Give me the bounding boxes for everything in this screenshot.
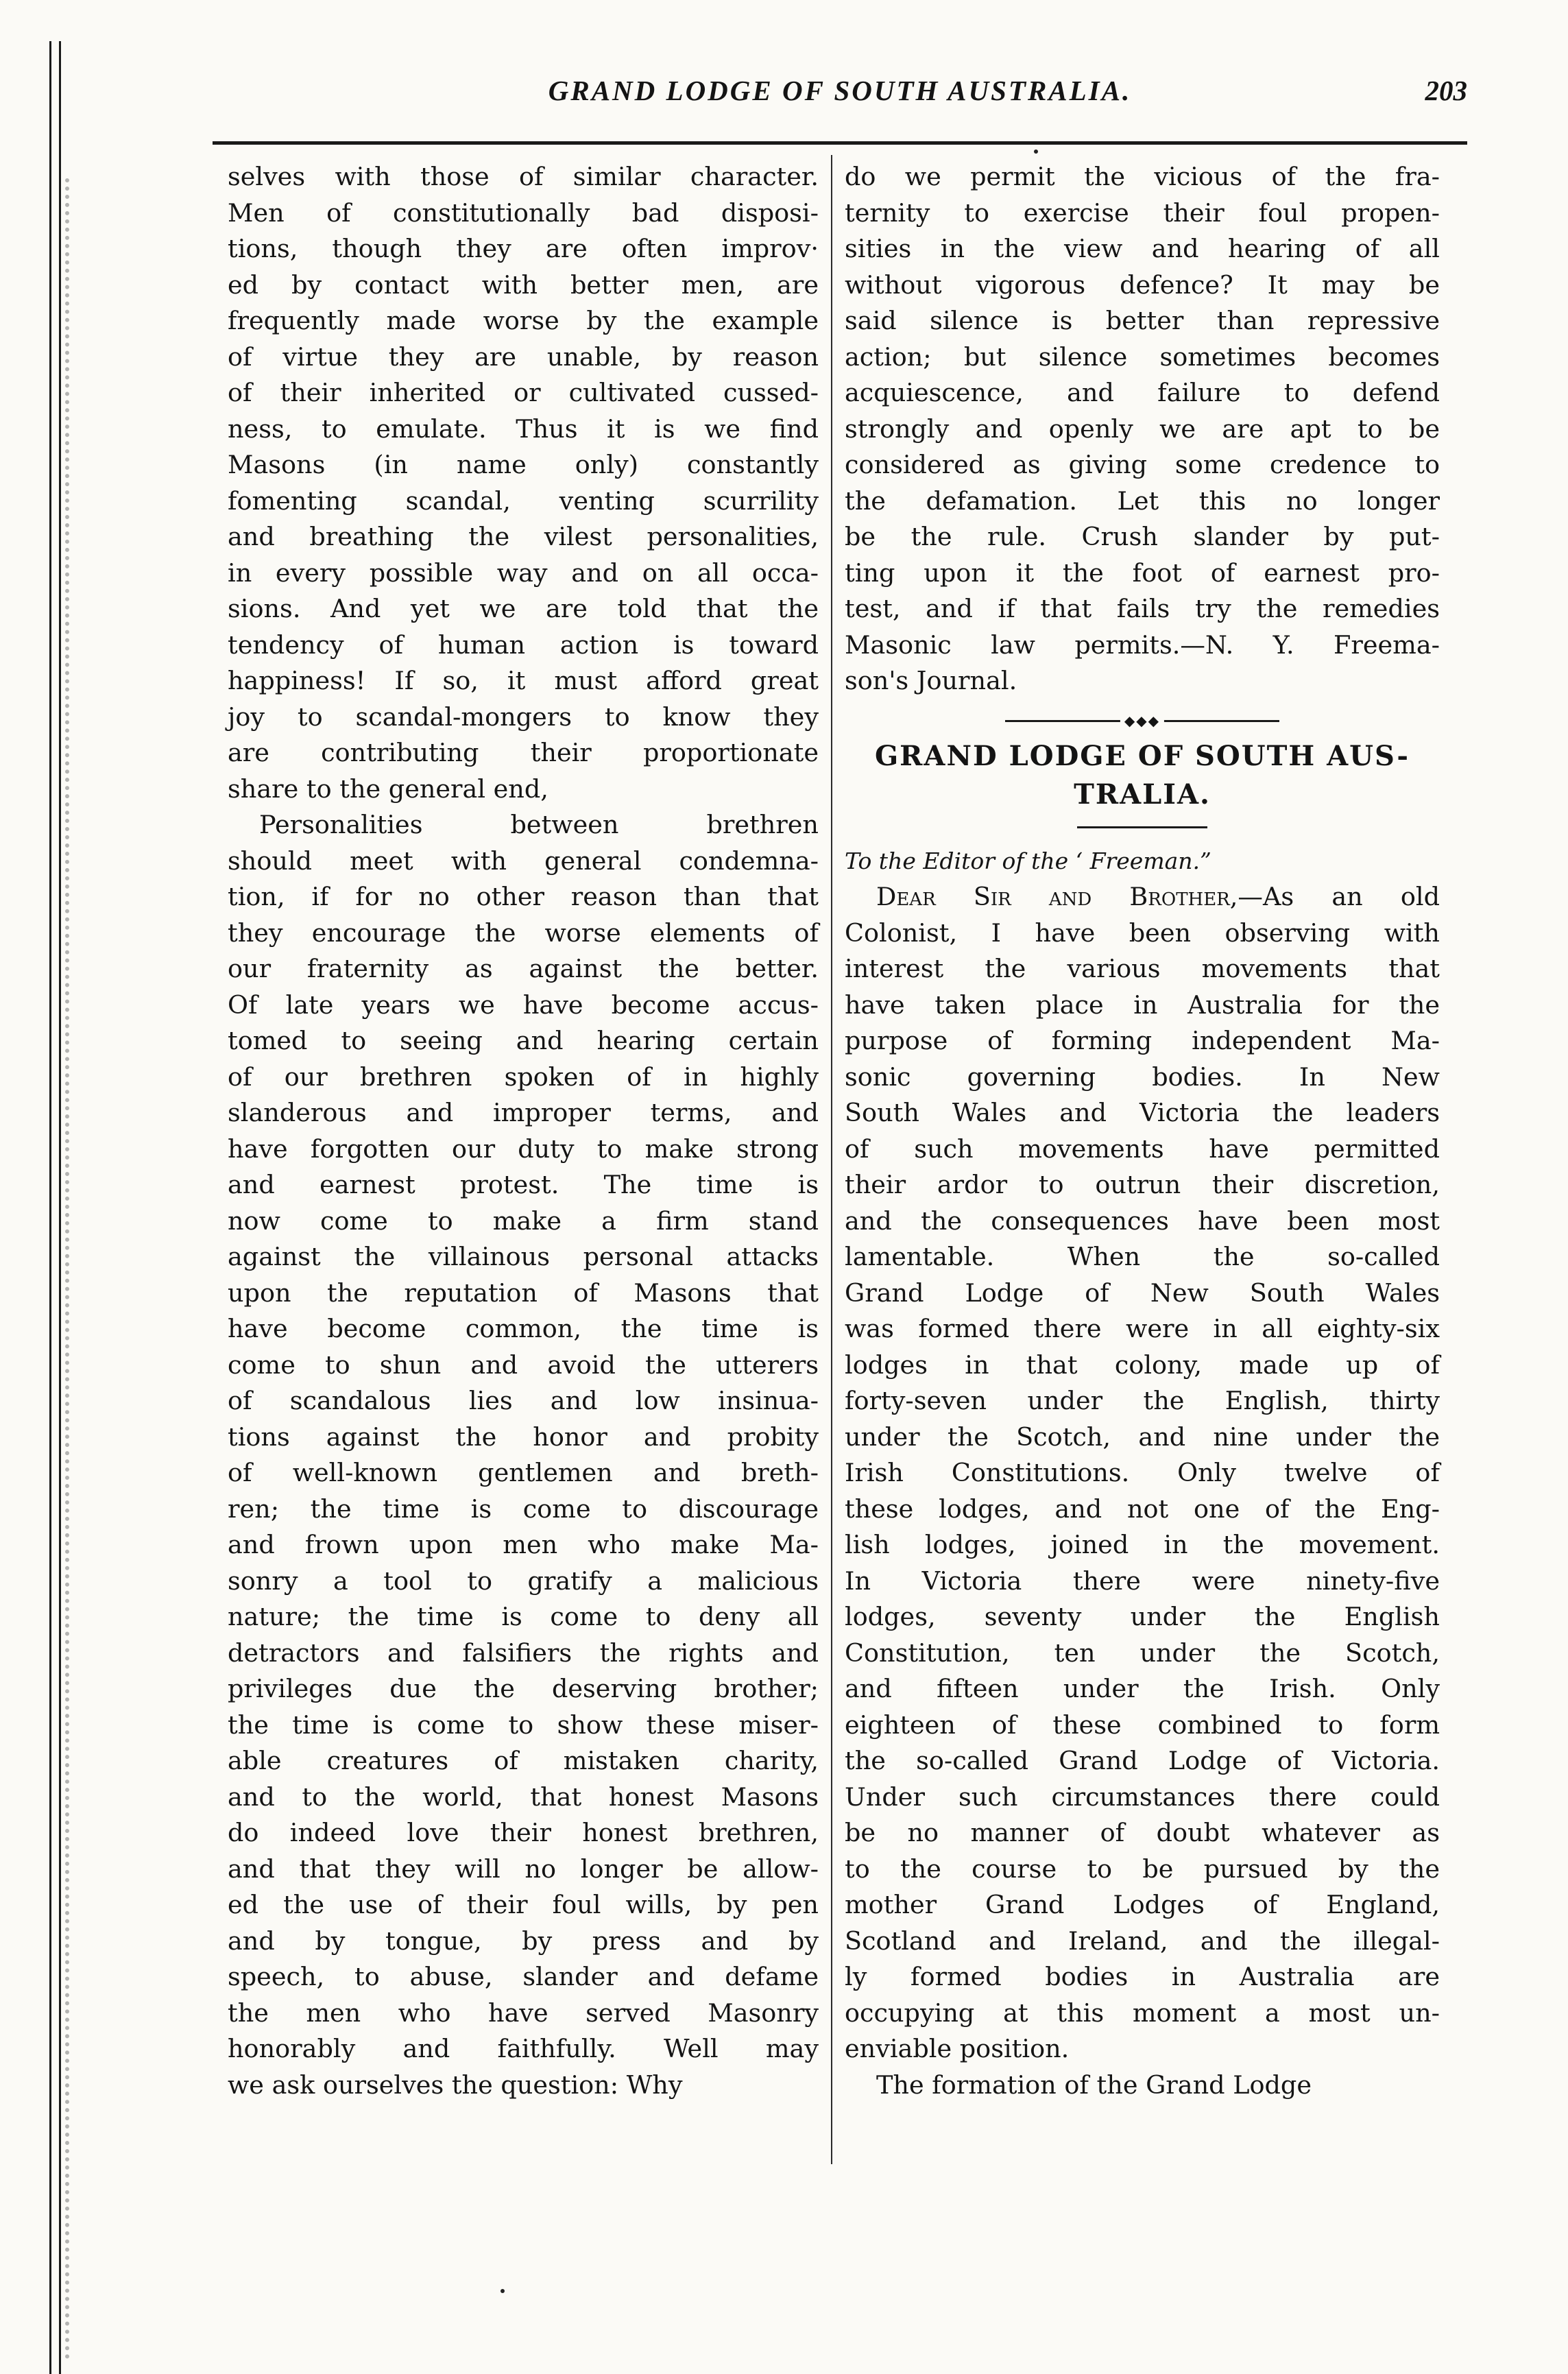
text-line: have forgotten our duty to make strong bbox=[228, 1134, 819, 1164]
text-line: nature; the time is come to deny all bbox=[228, 1602, 819, 1631]
text-line: of scandalous lies and low insinua- bbox=[228, 1386, 819, 1415]
text-line: ren; the time is come to discourage bbox=[228, 1494, 819, 1524]
text-line: we ask ourselves the question: Why bbox=[228, 2070, 683, 2100]
text-line: of such movements have permitted bbox=[845, 1134, 1440, 1164]
text-line: speech, to abuse, slander and defame bbox=[228, 1962, 819, 1991]
text-line: lamentable. When the so-called bbox=[845, 1242, 1440, 1271]
text-line: interest the various movements that bbox=[845, 954, 1440, 983]
text-line: tendency of human action is toward bbox=[228, 630, 819, 660]
editor-note: To the Editor of the ‘ Freeman.” bbox=[845, 847, 1211, 874]
text-line: enviable position. bbox=[845, 2034, 1070, 2063]
article-heading: TRALIA. bbox=[1074, 778, 1211, 811]
text-line: tions against the honor and probity bbox=[228, 1422, 819, 1452]
text-line: The formation of the Grand Lodge bbox=[876, 2070, 1312, 2100]
text-line: the defamation. Let this no longer bbox=[845, 485, 1440, 516]
text-line: ting upon it the foot of earnest pro- bbox=[845, 557, 1440, 588]
text-line: sonic governing bodies. In New bbox=[845, 1062, 1440, 1092]
text-line: be the rule. Crush slander by put- bbox=[845, 522, 1440, 551]
text-line: and the consequences have been most bbox=[845, 1206, 1440, 1236]
text-line: should meet with general condemna- bbox=[228, 846, 819, 876]
section-divider-ornament bbox=[1005, 712, 1279, 729]
text-line: able creatures of mistaken charity, bbox=[228, 1746, 819, 1775]
text-line: acquiescence, and failure to defend bbox=[845, 378, 1440, 407]
text-line: action; but silence sometimes becomes bbox=[845, 341, 1440, 372]
article-heading: GRAND LODGE OF SOUTH AUS- bbox=[875, 739, 1410, 772]
text-line: share to the general end, bbox=[228, 774, 548, 804]
text-line: the so-called Grand Lodge of Victoria. bbox=[845, 1746, 1440, 1775]
text-line: selves with those of similar character. bbox=[228, 162, 819, 191]
text-line: tion, if for no other reason than that bbox=[228, 882, 819, 911]
text-line: have become common, the time is bbox=[228, 1314, 819, 1343]
right-column bbox=[845, 159, 1440, 2103]
text-line: tomed to seeing and hearing certain bbox=[228, 1026, 819, 1055]
text-line: ed the use of their foul wills, by pen bbox=[228, 1890, 819, 1919]
text-line: Personalities between brethren bbox=[259, 810, 819, 839]
text-line: In Victoria there were ninety-five bbox=[845, 1566, 1440, 1596]
text-line: and earnest protest. The time is bbox=[228, 1170, 819, 1199]
text-line: lodges, seventy under the English bbox=[845, 1602, 1440, 1631]
text-line: the time is come to show these miser- bbox=[228, 1710, 819, 1740]
text-line: occupying at this moment a most un- bbox=[845, 1998, 1440, 2028]
text-line: and to the world, that honest Masons bbox=[228, 1782, 819, 1812]
heading-rule bbox=[1077, 826, 1207, 828]
text-line: be no manner of doubt whatever as bbox=[845, 1818, 1440, 1847]
ornament-glyph: ◆◆◆ bbox=[1120, 712, 1164, 729]
text-line: Men of constitutionally bad disposi- bbox=[228, 197, 819, 228]
text-line: forty-seven under the English, thirty bbox=[845, 1386, 1440, 1415]
text-line: of well-known gentlemen and breth- bbox=[228, 1458, 819, 1487]
text-line: against the villainous personal attacks bbox=[228, 1242, 819, 1271]
text-line: strongly and openly we are apt to be bbox=[845, 413, 1440, 444]
page-number: 203 bbox=[1425, 75, 1467, 106]
text-line: Constitution, ten under the Scotch, bbox=[845, 1638, 1440, 1668]
text-line: happiness! If so, it must afford great bbox=[228, 666, 819, 695]
text-line: and breathing the vilest personalities, bbox=[228, 522, 819, 551]
text-line: and by tongue, by press and by bbox=[228, 1926, 819, 1956]
text-line: our fraternity as against the better. bbox=[228, 954, 819, 983]
text-line: mother Grand Lodges of England, bbox=[845, 1890, 1440, 1919]
text-line: now come to make a firm stand bbox=[228, 1206, 819, 1236]
text-line: tions, though they are often improv· bbox=[228, 234, 819, 263]
article-body bbox=[845, 879, 1440, 2103]
text-line: come to shun and avoid the utterers bbox=[228, 1350, 819, 1380]
text-line: to the course to be pursued by the bbox=[845, 1854, 1440, 1884]
text-line: and frown upon men who make Ma- bbox=[228, 1530, 819, 1559]
text-line: Colonist, I have been observing with bbox=[845, 918, 1440, 948]
text-line: upon the reputation of Masons that bbox=[228, 1278, 819, 1308]
text-line: Under such circumstances there could bbox=[845, 1782, 1440, 1812]
text-line: sions. And yet we are told that the bbox=[228, 594, 819, 623]
page-binding-edge bbox=[0, 0, 103, 2374]
text-line: the men who have served Masonry bbox=[228, 1998, 819, 2028]
binding-stitch-marks bbox=[65, 178, 97, 2360]
text-line: purpose of forming independent Ma- bbox=[845, 1026, 1440, 1055]
text-line: these lodges, and not one of the Eng- bbox=[845, 1494, 1440, 1524]
text-line: Masonic law permits.—N. Y. Freema- bbox=[845, 630, 1440, 660]
text-line: Of late years we have become accus- bbox=[228, 990, 819, 1020]
text-line: and fifteen under the Irish. Only bbox=[845, 1674, 1440, 1703]
text-line: Masons (in name only) constantly bbox=[228, 450, 819, 479]
text-line: and that they will no longer be allow- bbox=[228, 1854, 819, 1884]
print-speck bbox=[1034, 149, 1038, 154]
text-line: said silence is better than repressive bbox=[845, 306, 1440, 335]
text-line: ed by contact with better men, are bbox=[228, 269, 819, 300]
text-line: lodges in that colony, made up of bbox=[845, 1350, 1440, 1380]
binding-rule bbox=[49, 41, 51, 2374]
text-line: ly formed bodies in Australia are bbox=[845, 1962, 1440, 1991]
text-line: slanderous and improper terms, and bbox=[228, 1098, 819, 1127]
text-line: without vigorous defence? It may be bbox=[845, 269, 1440, 300]
right-column-continuation bbox=[845, 159, 1440, 699]
text-line: eighteen of these combined to form bbox=[845, 1710, 1440, 1740]
text-line: of virtue they are unable, by reason bbox=[228, 341, 819, 372]
text-line: test, and if that fails try the remedies bbox=[845, 594, 1440, 623]
text-line: under the Scotch, and nine under the bbox=[845, 1422, 1440, 1452]
text-line: they encourage the worse elements of bbox=[228, 918, 819, 948]
text-line: have taken place in Australia for the bbox=[845, 990, 1440, 1020]
text-line: do we permit the vicious of the fra- bbox=[845, 162, 1440, 191]
text-line: privileges due the deserving brother; bbox=[228, 1674, 819, 1703]
text-line: honorably and faithfully. Well may bbox=[228, 2034, 819, 2063]
text-line: their ardor to outrun their discretion, bbox=[845, 1170, 1440, 1199]
text-line: sities in the view and hearing of all bbox=[845, 234, 1440, 263]
text-line: son's Journal. bbox=[845, 666, 1017, 695]
left-column bbox=[228, 159, 819, 2103]
text-line: in every possible way and on all occa- bbox=[228, 557, 819, 588]
text-line: South Wales and Victoria the leaders bbox=[845, 1098, 1440, 1127]
text-line: ness, to emulate. Thus it is we find bbox=[228, 413, 819, 444]
print-speck bbox=[500, 2289, 505, 2293]
text-line: of our brethren spoken of in highly bbox=[228, 1062, 819, 1092]
header-rule bbox=[213, 141, 1467, 145]
text-line: considered as giving some credence to bbox=[845, 450, 1440, 479]
text-line: was formed there were in all eighty-six bbox=[845, 1314, 1440, 1343]
column-divider bbox=[831, 155, 832, 2164]
text-line: Irish Constitutions. Only twelve of bbox=[845, 1458, 1440, 1487]
text-line: Grand Lodge of New South Wales bbox=[845, 1278, 1440, 1308]
text-line: do indeed love their honest brethren, bbox=[228, 1818, 819, 1847]
page-header bbox=[213, 74, 1467, 115]
text-line: are contributing their proportionate bbox=[228, 738, 819, 767]
text-line: detractors and falsifiers the rights and bbox=[228, 1638, 819, 1668]
text-line: of their inherited or cultivated cussed- bbox=[228, 378, 819, 407]
text-line: lish lodges, joined in the movement. bbox=[845, 1530, 1440, 1559]
text-line: joy to scandal-mongers to know they bbox=[228, 702, 819, 732]
running-title: GRAND LODGE OF SOUTH AUSTRALIA. bbox=[548, 75, 1132, 106]
text-line: sonry a tool to gratify a malicious bbox=[228, 1566, 819, 1596]
salutation: Dear Sir and Brother, bbox=[876, 882, 1238, 911]
binding-rule bbox=[59, 41, 61, 2374]
text-line: Dear Sir and Brother,—As an old bbox=[876, 882, 1440, 911]
text-line: frequently made worse by the example bbox=[228, 306, 819, 335]
text-line: fomenting scandal, venting scurrility bbox=[228, 485, 819, 516]
text-line: Scotland and Ireland, and the illegal- bbox=[845, 1926, 1440, 1956]
text-line: ternity to exercise their foul propen- bbox=[845, 197, 1440, 228]
